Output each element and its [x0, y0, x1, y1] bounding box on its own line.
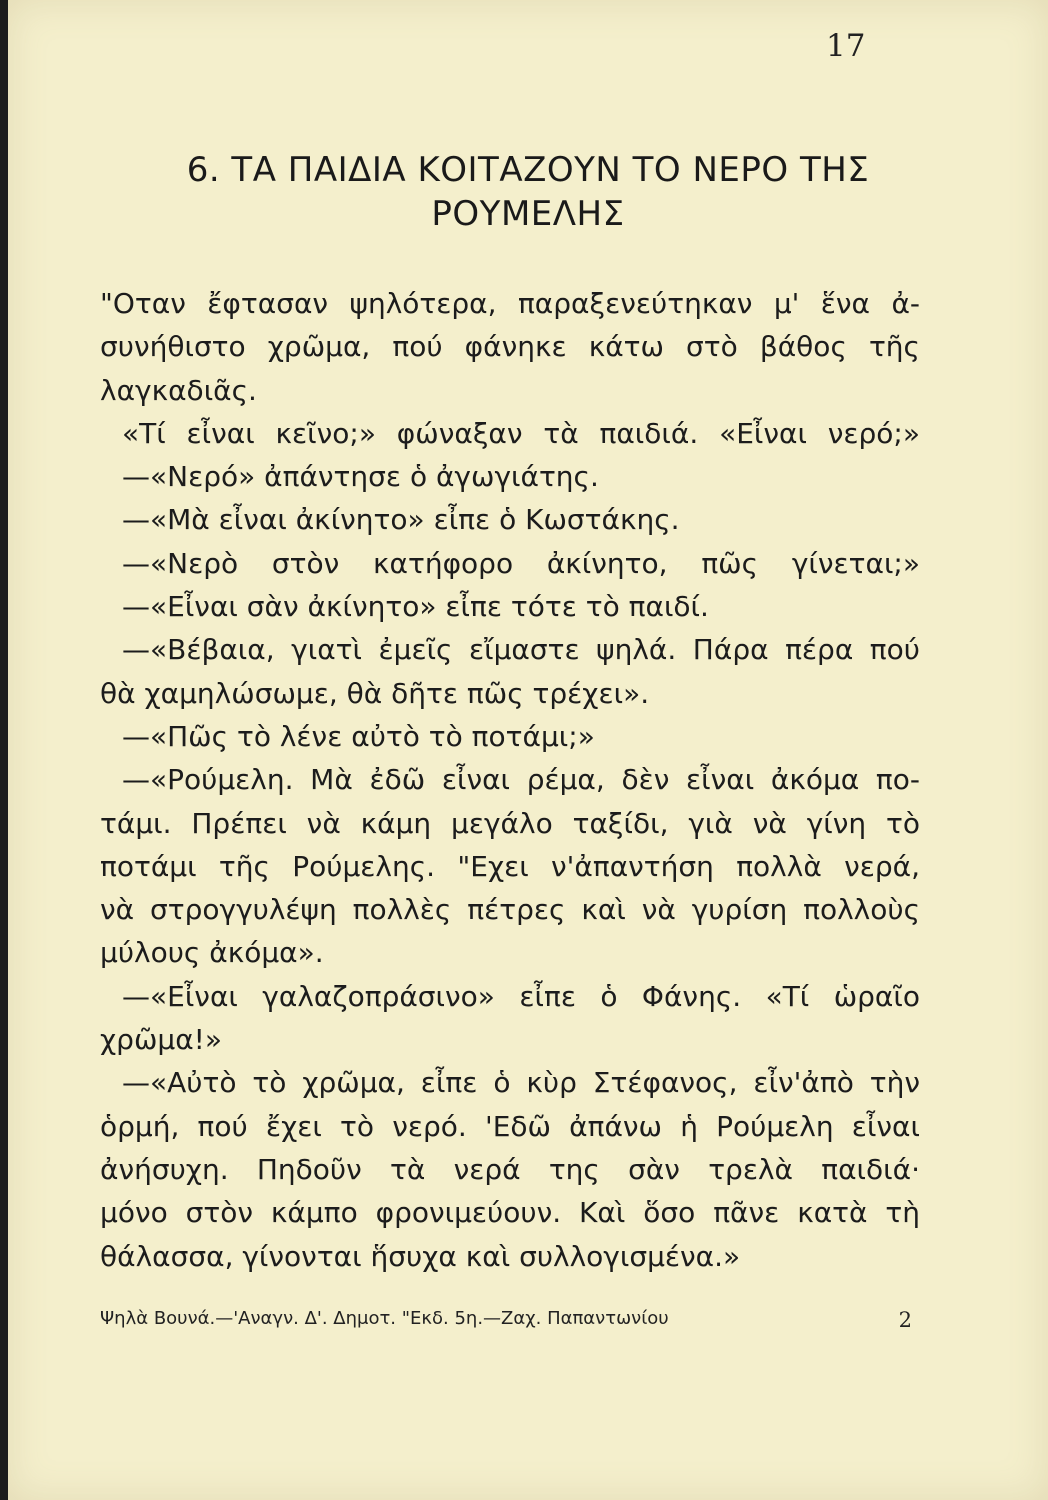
page-number: 17 — [826, 28, 866, 64]
text-line: λαγκαδιᾶς. — [100, 373, 257, 407]
chapter-title — [8, 148, 1048, 236]
text-line: συνήθιστο χρῶμα, πού φάνηκε κάτω στὸ βάθος τῆς — [100, 330, 920, 364]
body-text — [100, 282, 920, 1278]
text-line: θὰ χαμηλώσωμε, θὰ δῆτε πῶς τρέχει». — [100, 676, 650, 710]
text-line: ὁρμή, πού ἔχει τὸ νερό. 'Εδῶ ἀπάνω ἡ Ρούμελη εἶναι — [100, 1109, 920, 1143]
text-line: νὰ στρογγυλέψη πολλὲς πέτρες καὶ νὰ γυρίση πολλοὺς — [100, 893, 920, 927]
footer — [100, 1308, 912, 1332]
text-line: τάμι. Πρέπει νὰ κάμη μεγάλο ταξίδι, γιὰ νὰ γίνη τὸ — [100, 806, 920, 840]
text-line: —«Εἶναι σὰν ἀκίνητο» εἶπε τότε τὸ παιδί. — [122, 590, 709, 624]
text-line: «Τί εἶναι κεῖνο;» φώναξαν τὰ παιδιά. «Εἶναι νερό;» — [122, 416, 920, 450]
chapter-title-line-1: 6. ΤΑ ΠΑΙΔΙΑ ΚΟΙΤΑΖΟΥΝ ΤΟ ΝΕΡΟ ΤΗΣ — [186, 150, 870, 190]
text-line: θάλασσα, γίνονται ἥσυχα καὶ συλλογισμένα.» — [100, 1239, 741, 1273]
text-line: ποτάμι τῆς Ρούμελης. "Εχει ν'ἀπαντήση πολλὰ νερά, — [100, 849, 920, 883]
text-line: —«Νερό» ἀπάντησε ὁ ἀγωγιάτης. — [122, 460, 599, 494]
text-line: μύλους ἀκόμα». — [100, 936, 324, 970]
text-line: "Οταν ἔφτασαν ψηλότερα, παραξενεύτηκαν μ' ἕνα ἀ- — [100, 287, 920, 320]
text-line: —«Ρούμελη. Μὰ ἐδῶ εἶναι ρέμα, δὲν εἶναι ἀκόμα πο- — [122, 763, 920, 797]
chapter-title-line-2: ΡΟΥΜΕΛΗΣ — [431, 194, 625, 234]
footer-sheet-number: 2 — [898, 1308, 912, 1332]
text-line: μόνο στὸν κάμπο φρονιμεύουν. Καὶ ὅσο πᾶνε κατὰ τὴ — [100, 1196, 920, 1230]
text-line: —«Πῶς τὸ λένε αὐτὸ τὸ ποτάμι;» — [122, 719, 595, 753]
text-line: —«Βέβαια, γιατὶ ἐμεῖς εἴμαστε ψηλά. Πάρα πέρα πού — [122, 633, 920, 667]
text-line: —«Αὐτὸ τὸ χρῶμα, εἶπε ὁ κὺρ Στέφανος, εἶν'ἀπὸ τὴν — [122, 1066, 920, 1100]
text-line: ἀνήσυχη. Πηδοῦν τὰ νερά της σὰν τρελὰ παιδιά· — [100, 1152, 920, 1186]
text-line: —«Μὰ εἶναι ἀκίνητο» εἶπε ὁ Κωστάκης. — [122, 503, 680, 537]
book-page — [8, 0, 1048, 1500]
text-line: —«Εἶναι γαλαζοπράσινο» εἶπε ὁ Φάνης. «Τί ὡραῖο — [122, 979, 920, 1013]
footer-imprint: Ψηλὰ Βουνά.—'Αναγν. Δ'. Δημοτ. "Εκδ. 5η.—Ζαχ. Παπαντωνίου — [100, 1308, 669, 1329]
text-line: —«Νερὸ στὸν κατήφορο ἀκίνητο, πῶς γίνεται;» — [122, 546, 920, 580]
text-line: χρῶμα!» — [100, 1023, 223, 1057]
